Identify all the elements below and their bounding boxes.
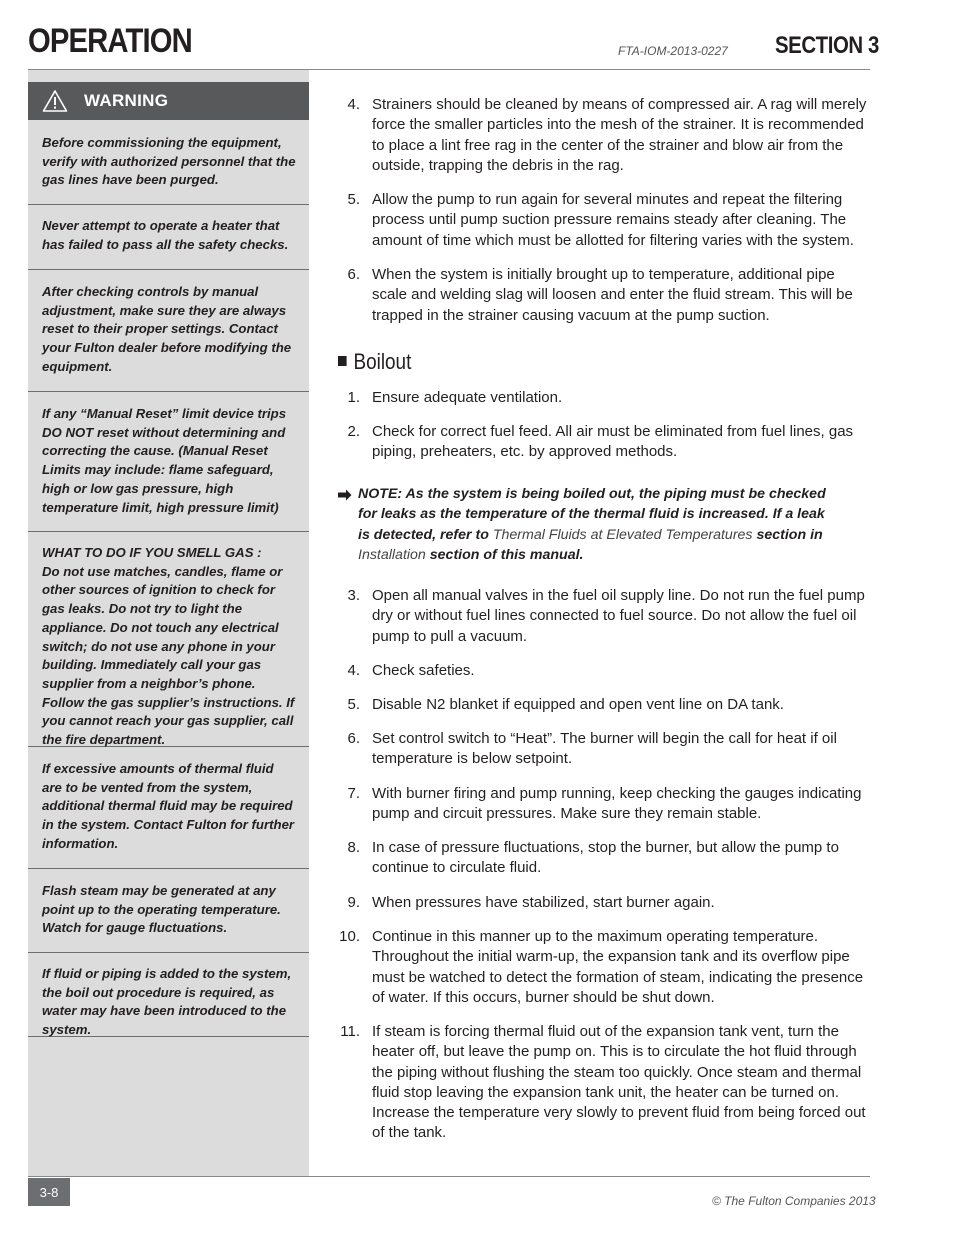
step-number: 5. [347,696,360,713]
step-text: In case of pressure fluctuations, stop the burner, but allow the pump to continue to circulate fluid. [372,839,839,877]
step-number: 7. [347,785,360,802]
warning-text: Never attempt to operate a heater that has failed to pass all the safety checks. [42,218,289,252]
warning-text: WHAT TO DO IF YOU SMELL GAS : Do not use matches, candles, flame or other sources of ignition to check for gas leaks. Do not try to light the appliance. Do not touch any electrical switch; do not use any phone in your building. Immediately call your gas supplier from a neighbor’s phone. Follow the gas supplier’s instructions. If you cannot reach your gas supplier, call the fire department. [42,545,295,748]
warning-box [28,270,309,392]
boilout-heading-text: Boilout [353,349,412,374]
step-number: 4. [347,662,360,679]
step-number: 3. [347,587,360,604]
warning-box [28,532,309,747]
step-text: Continue in this manner up to the maximum operating temperature. Throughout the initial warm-up, the expansion tank and its overflow pipe must be watched to detect the formation of steam, indicating the presence of water. If this occurs, burner should be shut down. [372,928,864,1006]
step-text: When pressures have stabilized, start burner again. [372,894,715,911]
page-number: 3-8 [28,1178,70,1206]
copyright: © The Fulton Companies 2013 [712,1194,876,1208]
warning-header [28,82,309,120]
step-number: 5. [347,191,360,208]
warning-label: WARNING [84,91,169,110]
warning-text: Flash steam may be generated at any point up to the operating temperature. Watch for gauge fluctuations. [42,883,281,936]
note-reference: Thermal Fluids at Elevated Temperatures [492,526,753,543]
step-number: 10. [339,928,360,945]
step-text: Ensure adequate ventilation. [372,389,563,406]
warning-text: After checking controls by manual adjustment, make sure they are always reset to their proper settings. Contact your Fulton dealer before modifying the equipment. [42,284,292,374]
step-number: 11. [340,1023,360,1040]
step-text: Check safeties. [372,662,475,679]
step-text: Open all manual valves in the fuel oil supply line. Do not run the fuel pump dry or without fuel lines connected to fuel source. Do not allow the fuel oil pump to pull a vacuum. [372,587,865,645]
warning-box [28,120,309,205]
pointing-hand-icon [338,487,352,499]
warning-text: If any “Manual Reset” limit device trips DO NOT reset without determining and correcting the cause. (Manual Reset Limits may include: flame safeguard, high or low gas pressure, high temperature limit, high pressure limit) [42,406,287,515]
page-title: OPERATION [28,22,192,60]
step-number: 9. [347,894,360,911]
square-bullet-icon [338,356,347,366]
warning-box [28,869,309,953]
step-text: Disable N2 blanket if equipped and open vent line on DA tank. [372,696,784,713]
step-text: When the system is initially brought up to temperature, additional pipe scale and welding slag will loosen and enter the fluid stream. This will be trapped in the strainer causing vacuum at the pump suction. [372,266,853,324]
step-text: With burner firing and pump running, keep checking the gauges indicating pump and circuit pressures. Make sure they remain stable. [372,785,862,823]
step-text: Strainers should be cleaned by means of compressed air. A rag will merely force the smaller particles into the mesh of the strainer. It is recommended to place a lint free rag in the center of the strainer and blow air from the outside, trapping the debris in the rag. [372,96,867,174]
warning-text: Before commissioning the equipment, verify with authorized personnel that the gas lines have been purged. [42,135,296,188]
document-number: FTA-IOM-2013-0227 [618,44,728,58]
section-label: SECTION 3 [775,32,879,59]
step-number: 2. [347,423,360,440]
step-text: Set control switch to “Heat”. The burner will begin the call for heat if oil temperature is below setpoint. [372,730,837,768]
step-number: 6. [347,266,360,283]
warning-box [28,205,309,270]
boilout-heading [338,349,411,375]
step-number: 1. [347,389,360,406]
warning-triangle-icon [42,89,68,113]
step-text: If steam is forcing thermal fluid out of the expansion tank vent, turn the heater off, but leave the pump on. This is to circulate the hot fluid through the piping without flushing the steam too quickly. Once steam and thermal fluid stop leaving the expansion tank unit, the heater can be turned on. Increase the temperature very slowly to prevent fluid from being forced out of the tank. [372,1023,866,1142]
warning-text: If excessive amounts of thermal fluid are to be vented from the system, additional thermal fluid may be required in the system. Contact Fulton for further information. [42,761,295,851]
step-number: 8. [347,839,360,856]
footer-divider [28,1176,870,1177]
note-text: NOTE: As the system is being boiled out, the piping must be checked for leaks as the temperature of the thermal fluid is increased. If a leak is detected, refer to Thermal Fluids at Elevated Temperatures section in Installation section of this manual. [358,486,826,563]
step-text: Allow the pump to run again for several minutes and repeat the filtering process until pump suction pressure remains steady after cleaning. The amount of time which must be allotted for filtering varies with the system. [372,191,854,249]
step-text: Check for correct fuel feed. All air must be eliminated from fuel lines, gas piping, preheaters, etc. by approved methods. [372,423,854,461]
step-number: 6. [347,730,360,747]
warning-box [28,953,309,1037]
warning-text: If fluid or piping is added to the system, the boil out procedure is required, as water may have been introduced to the system. [42,966,292,1038]
note-reference: Installation [358,546,426,563]
warning-box [28,392,309,532]
step-number: 4. [347,96,360,113]
warning-box [28,747,309,869]
